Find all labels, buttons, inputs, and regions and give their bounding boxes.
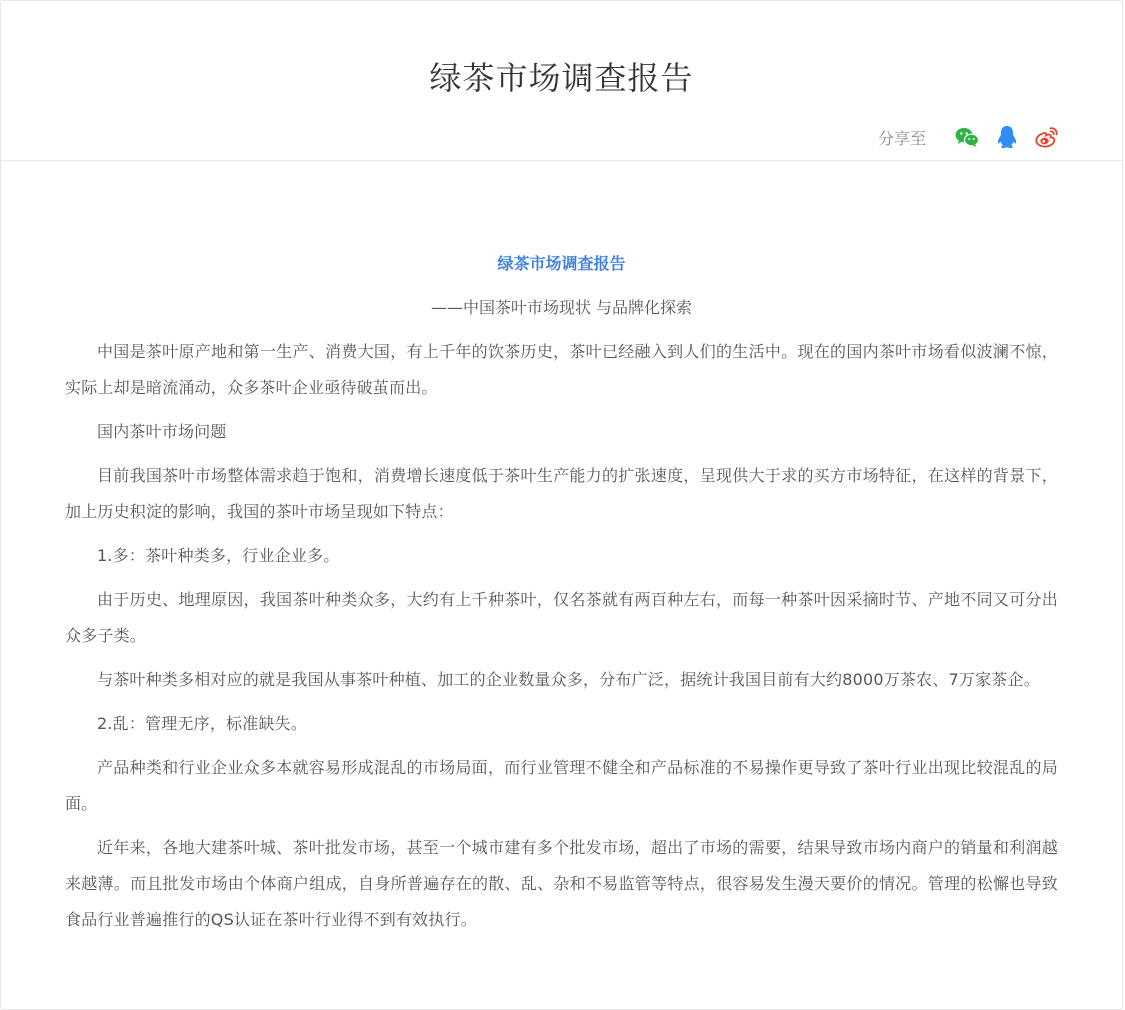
share-label: 分享至 — [877, 128, 926, 148]
list-point: 1.多：茶叶种类多，行业企业多。 — [97, 546, 340, 565]
weibo-icon[interactable] — [1034, 124, 1060, 150]
article-paragraph: 目前我国茶叶市场整体需求趋于饱和，消费增长速度低于茶叶生产能力的扩张速度，呈现供大于求的买方市场特征，在这样的背景下，加上历史积淀的影响，我国的茶叶市场呈现如下特点： — [65, 466, 1058, 521]
share-bar — [878, 123, 1060, 151]
article-paragraph: 近年来，各地大建茶叶城、茶叶批发市场，甚至一个城市建有多个批发市场，超出了市场的需要，结果导致市场内商户的销量和利润越来越薄。而且批发市场由个体商户组成，自身所普遍存在的散、乱、杂和不易监管等特点，很容易发生漫天要价的情况。管理的松懈也导致食品行业普遍推行的QS认证在茶叶行业得不到有效执行。 — [65, 838, 1058, 929]
qq-icon[interactable] — [994, 124, 1020, 150]
article-body — [65, 246, 1058, 938]
list-point: 2.乱：管理无序，标准缺失。 — [97, 714, 308, 733]
article-paragraph: 产品种类和行业企业众多本就容易形成混乱的市场局面，而行业管理不健全和产品标准的不易操作更导致了茶叶行业出现比较混乱的局面。 — [65, 758, 1058, 813]
page-title: 绿茶市场调查报告 — [429, 59, 694, 97]
wechat-icon[interactable] — [954, 124, 980, 150]
article-paragraph: 由于历史、地理原因，我国茶叶种类众多，大约有上千种茶叶，仅名茶就有两百种左右，而每一种茶叶因采摘时节、产地不同又可分出众多子类。 — [65, 590, 1058, 645]
article-title: 绿茶市场调查报告 — [497, 254, 626, 273]
section-heading: 国内茶叶市场问题 — [97, 422, 227, 441]
article-paragraph: 中国是茶叶原产地和第一生产、消费大国，有上千年的饮茶历史，茶叶已经融入到人们的生活中。现在的国内茶叶市场看似波澜不惊，实际上却是暗流涌动，众多茶叶企业亟待破茧而出。 — [65, 342, 1058, 397]
article-subtitle: ——中国茶叶市场现状 与品牌化探索 — [430, 298, 693, 317]
page-header — [1, 1, 1122, 161]
article-paragraph: 与茶叶种类多相对应的就是我国从事茶叶种植、加工的企业数量众多，分布广泛，据统计我国目前有大约8000万茶农、7万家茶企。 — [97, 670, 1040, 689]
